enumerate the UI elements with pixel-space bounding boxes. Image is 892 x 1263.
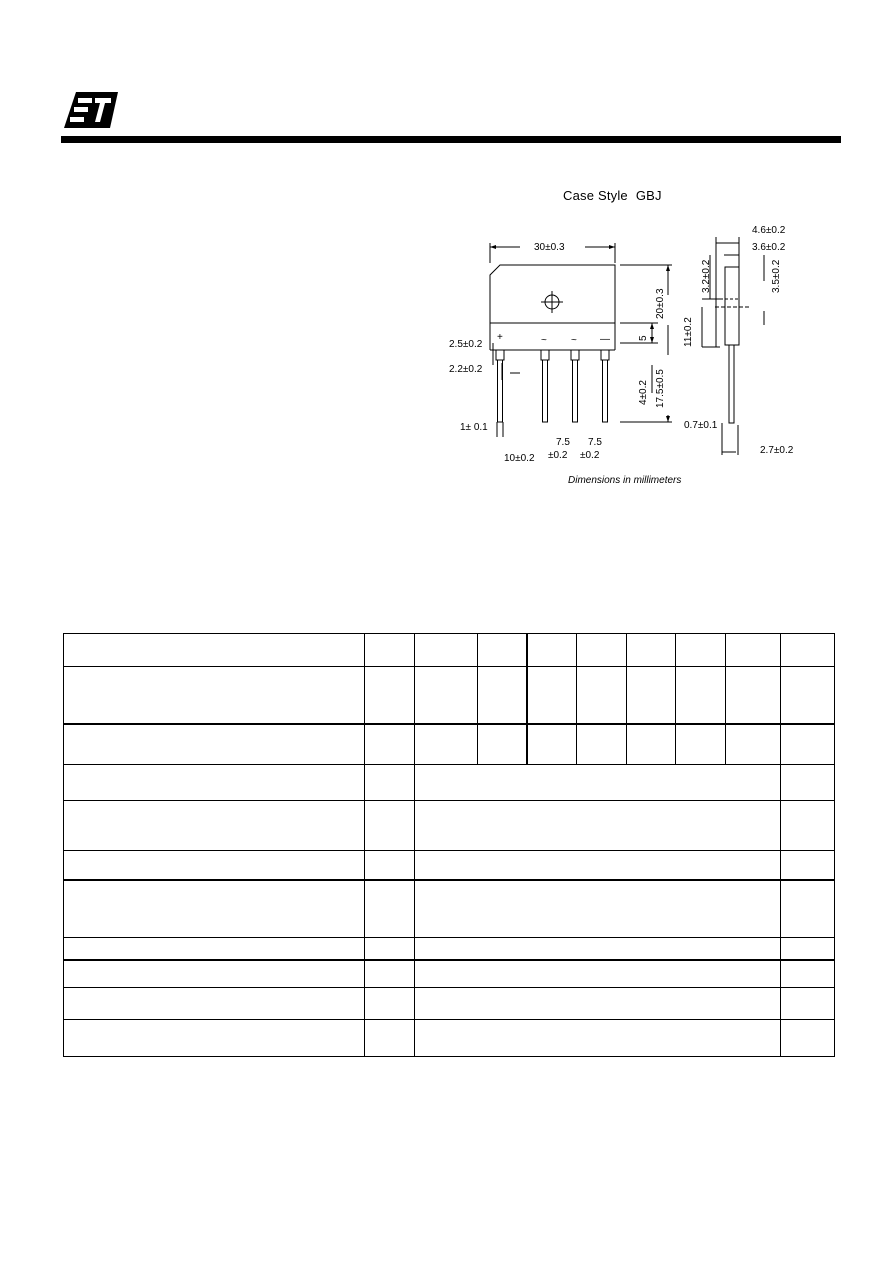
dim-lead-width-label: 1± 0.1 (460, 422, 488, 433)
dim-tab-label: 5 (638, 335, 649, 341)
dim-lead-offset-label: 2.2±0.2 (449, 364, 483, 375)
table-row (64, 724, 835, 765)
pin-minus-label: — (600, 334, 610, 345)
table-row (64, 667, 835, 724)
dim-width-label: 30±0.3 (534, 242, 565, 253)
table-row (64, 938, 835, 960)
package-outline-drawing (440, 215, 840, 495)
dim-lead-short-label: 4±0.2 (638, 380, 649, 405)
dimensions-note: Dimensions in millimeters (568, 475, 682, 486)
dim-height-label: 20±0.3 (655, 288, 666, 319)
dim-lead-pitch-label: 2.5±0.2 (449, 339, 483, 350)
dim-pin-spacing-2-top: 7.5 (556, 437, 570, 448)
dim-side-lead-offset-label: 2.7±0.2 (760, 445, 794, 456)
table-row (64, 851, 835, 880)
header-rule (61, 136, 841, 143)
case-style-value: GBJ (635, 188, 662, 203)
dim-side-hole-offset-label: 3.5±0.2 (771, 259, 782, 293)
specification-table (63, 633, 835, 1057)
table-row (64, 960, 835, 988)
table-row (64, 988, 835, 1020)
pin-ac1-label: ~ (541, 335, 547, 346)
table-row (64, 634, 835, 667)
dim-side-lead-thickness-label: 0.7±0.1 (684, 420, 718, 431)
dim-side-inner-label: 3.6±0.2 (752, 242, 786, 253)
company-logo-icon (64, 92, 118, 128)
dim-pin-spacing-3-top: 7.5 (588, 437, 602, 448)
pin-ac2-label: ~ (571, 335, 577, 346)
dim-pin-spacing-3-bottom: ±0.2 (580, 450, 600, 461)
dim-lead-length-label: 17.5±0.5 (655, 369, 666, 408)
dim-side-hole-top-label: 3.2±0.2 (701, 259, 712, 293)
dim-pin-spacing-2-bottom: ±0.2 (548, 450, 568, 461)
case-style-title (563, 188, 662, 203)
table-row (64, 880, 835, 938)
pin-plus-label: + (497, 332, 503, 343)
dim-side-thickness-label: 4.6±0.2 (752, 225, 786, 236)
table-row (64, 1020, 835, 1057)
table-row (64, 765, 835, 801)
dim-side-height-label: 11±0.2 (683, 317, 694, 347)
dim-pin-spacing-1-label: 10±0.2 (504, 453, 535, 464)
case-style-label: Case Style (563, 188, 628, 203)
table-row (64, 801, 835, 851)
